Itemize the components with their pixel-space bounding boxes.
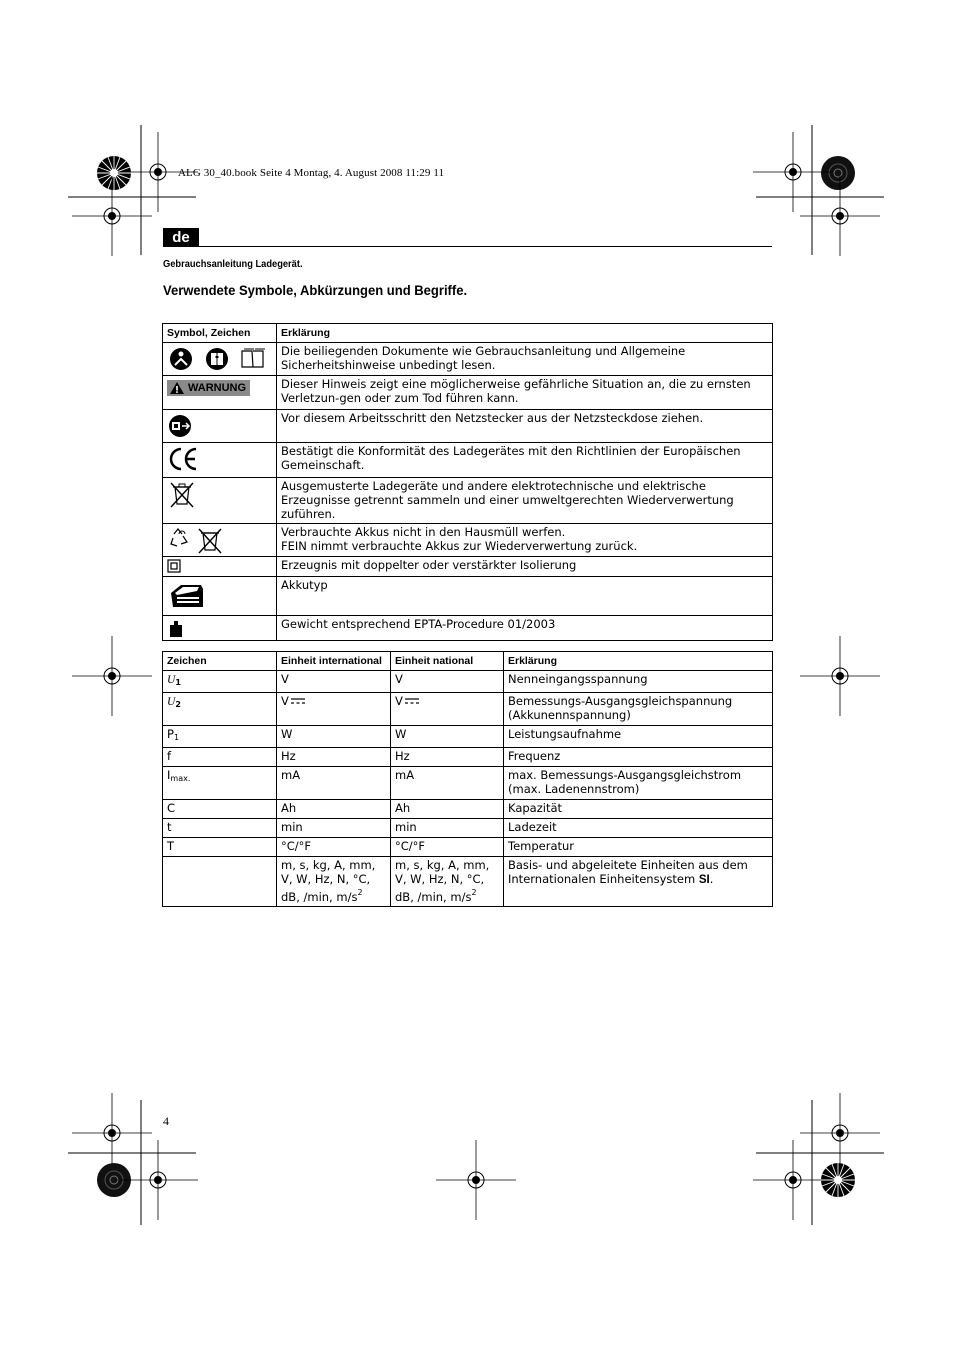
explanation-cell: Ausgemusterte Ladegeräte und andere elektrotechnische und elektrische Erzeugnisse getrennt sammeln und einer umweltgerechten Wiederverwertung zuführen. (277, 478, 773, 524)
symbol-cell (163, 376, 277, 410)
symbols-table (162, 323, 773, 641)
table-row (163, 767, 773, 800)
unit-international-cell: mA (277, 767, 391, 800)
unit-international-cell: Hz (277, 748, 391, 767)
header-explanation: Erklärung (504, 652, 773, 671)
table-row (163, 376, 773, 410)
symbols-table-header (163, 324, 773, 343)
table-row (163, 838, 773, 857)
direct-current-icon (291, 698, 305, 705)
unit-national-cell: Hz (391, 748, 504, 767)
unit-international-cell: °C/°F (277, 838, 391, 857)
table-row (163, 800, 773, 819)
header-unit-national: Einheit national (391, 652, 504, 671)
read-instructions-icon (167, 345, 267, 373)
explanation-cell: Bemessungs-Ausgangsgleichspannung (Akkunennspannung) (504, 693, 773, 726)
ce-mark-icon (167, 445, 199, 473)
explanation-cell: Akkutyp (277, 577, 773, 616)
sign-cell: C (163, 800, 277, 819)
unplug-icon (167, 412, 197, 440)
explanation-cell: Basis- und abgeleitete Einheiten aus dem Internationalen Einheitensystem SI. (504, 857, 773, 907)
symbol-cell (163, 577, 277, 616)
table-row (163, 616, 773, 641)
sign-cell (163, 857, 277, 907)
recycle-bin-icon (167, 526, 223, 554)
header-rule (199, 246, 772, 247)
symbol-cell (163, 478, 277, 524)
sign-cell: U2 (163, 693, 277, 726)
page-number: 4 (163, 1114, 169, 1128)
manual-subtitle: Gebrauchsanleitung Ladegerät. (163, 259, 303, 270)
table-row (163, 671, 773, 693)
sign-cell: $I_{max.}$ (163, 767, 277, 800)
symbol-cell (163, 524, 277, 557)
header-symbol: Symbol, Zeichen (163, 324, 277, 343)
explanation-cell: Temperatur (504, 838, 773, 857)
symbol-cell (163, 443, 277, 478)
symbol-cell (163, 557, 277, 577)
table-row (163, 443, 773, 478)
unit-national-cell: V (391, 693, 504, 726)
crossed-bin-icon (167, 480, 197, 508)
explanation-cell: max. Bemessungs-Ausgangsgleichstrom (max. Ladenennstrom) (504, 767, 773, 800)
table-row (163, 557, 773, 577)
unit-international-cell: V (277, 671, 391, 693)
unit-international-cell: V (277, 693, 391, 726)
unit-international-cell: W (277, 726, 391, 748)
sign-cell: $P_1$ (163, 726, 277, 748)
explanation-cell: Kapazität (504, 800, 773, 819)
explanation-cell: Die beiliegenden Dokumente wie Gebrauchsanleitung und Allgemeine Sicherheitshinweise unbedingt lesen. (277, 343, 773, 376)
table-row (163, 577, 773, 616)
symbol-cell (163, 616, 277, 641)
unit-national-cell: m, s, kg, A, mm, V, W, Hz, N, °C, dB, /min, $m/s^2$ (391, 857, 504, 907)
sign-cell: U1 (163, 671, 277, 693)
explanation-cell: Erzeugnis mit doppelter oder verstärkter Isolierung (277, 557, 773, 577)
table-row (163, 693, 773, 726)
unit-national-cell: V (391, 671, 504, 693)
unit-national-cell: mA (391, 767, 504, 800)
symbol-cell (163, 410, 277, 443)
table-row (163, 857, 773, 907)
table-row (163, 410, 773, 443)
table-row (163, 748, 773, 767)
explanation-cell: Ladezeit (504, 819, 773, 838)
battery-pack-icon (167, 579, 207, 613)
explanation-cell: Verbrauchte Akkus nicht in den Hausmüll werfen. FEIN nimmt verbrauchte Akkus zur Wiederverwertung zurück. (277, 524, 773, 557)
header-explanation: Erklärung (277, 324, 773, 343)
units-table-header (163, 652, 773, 671)
unit-international-cell: min (277, 819, 391, 838)
unit-international-cell: m, s, kg, A, mm, V, W, Hz, N, °C, dB, /min, $m/s^2$ (277, 857, 391, 907)
explanation-cell: Gewicht entsprechend EPTA-Procedure 01/2003 (277, 616, 773, 641)
sign-cell: f (163, 748, 277, 767)
sign-cell: t (163, 819, 277, 838)
header-sign: Zeichen (163, 652, 277, 671)
unit-national-cell: Ah (391, 800, 504, 819)
double-insulation-icon (167, 559, 183, 573)
unit-national-cell: °C/°F (391, 838, 504, 857)
header-unit-international: Einheit international (277, 652, 391, 671)
direct-current-icon (405, 698, 419, 705)
unit-national-cell: min (391, 819, 504, 838)
symbol-cell (163, 343, 277, 376)
explanation-cell: Bestätigt die Konformität des Ladegerätes mit den Richtlinien der Europäischen Gemeinschaft. (277, 443, 773, 478)
explanation-cell: Dieser Hinweis zeigt eine möglicherweise gefährliche Situation an, die zu ernsten Verletzun-gen oder zum Tod führen kann. (277, 376, 773, 410)
table-row (163, 343, 773, 376)
warning-label: WARNUNG (188, 382, 247, 394)
table-row (163, 478, 773, 524)
warning-badge (167, 380, 250, 396)
unit-national-cell: W (391, 726, 504, 748)
weight-icon (167, 618, 185, 638)
table-row (163, 726, 773, 748)
units-table (162, 651, 773, 907)
warning-triangle-icon (170, 382, 184, 394)
section-title: Verwendete Symbole, Abkürzungen und Begriffe. (163, 282, 468, 298)
language-badge: de (163, 228, 199, 247)
print-header: ALG 30_40.book Seite 4 Montag, 4. August 2008 11:29 11 (178, 167, 445, 179)
unit-international-cell: Ah (277, 800, 391, 819)
explanation-cell: Frequenz (504, 748, 773, 767)
table-row (163, 524, 773, 557)
sign-cell: T (163, 838, 277, 857)
explanation-cell: Nenneingangsspannung (504, 671, 773, 693)
explanation-cell: Leistungsaufnahme (504, 726, 773, 748)
explanation-cell: Vor diesem Arbeitsschritt den Netzstecker aus der Netzsteckdose ziehen. (277, 410, 773, 443)
table-row (163, 819, 773, 838)
